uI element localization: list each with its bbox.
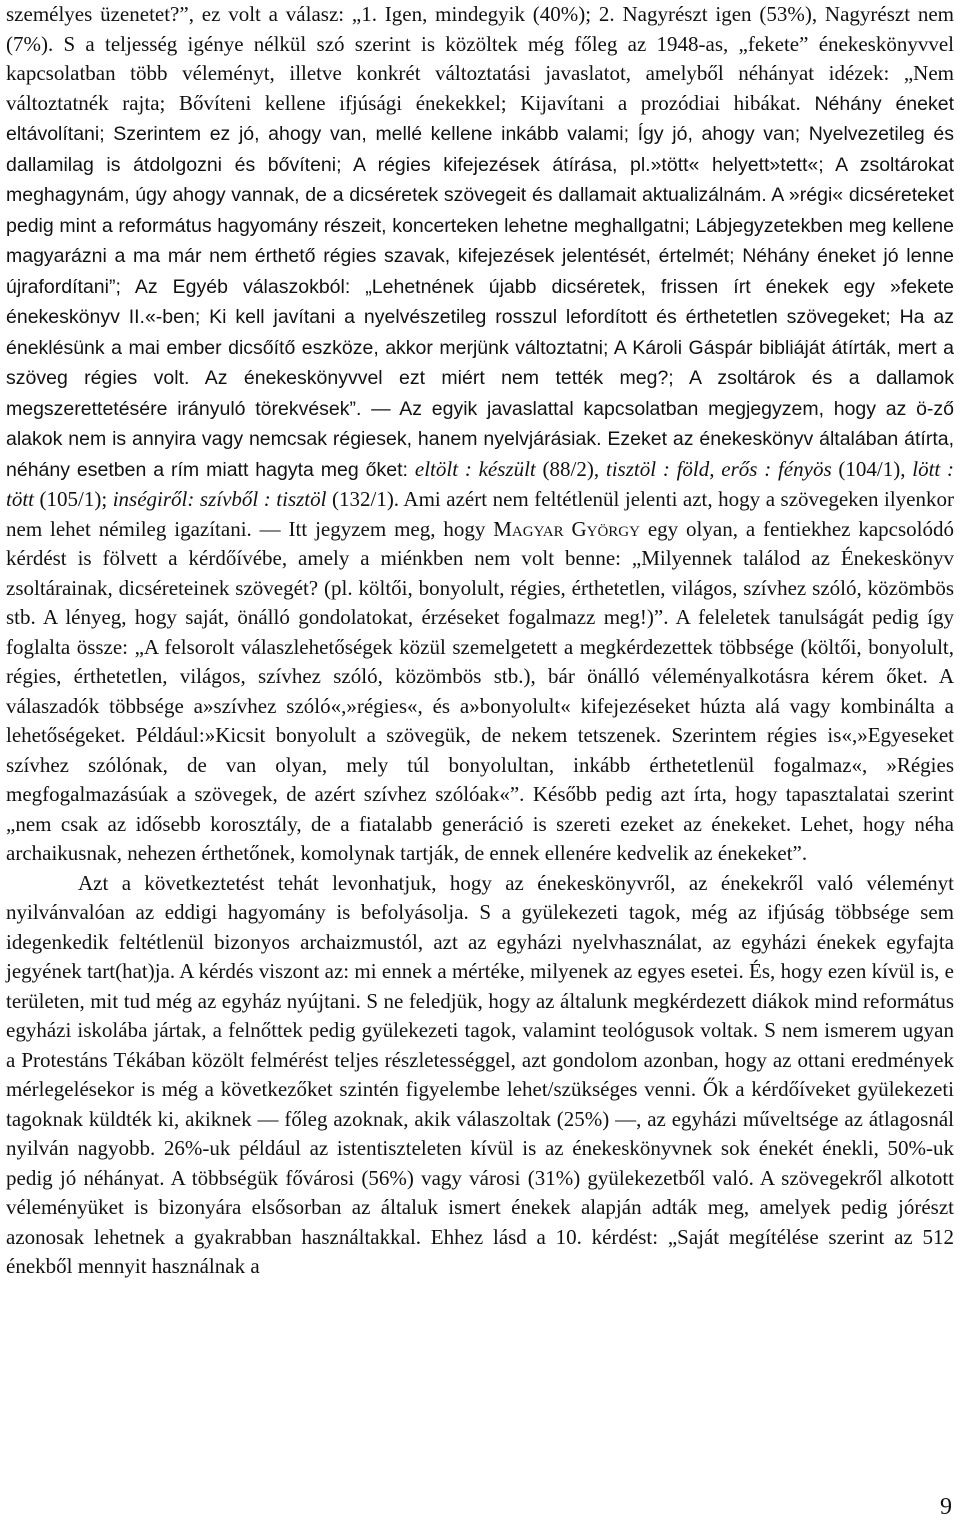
author-name: Magyar György (493, 516, 640, 541)
rhyme-example-1: eltölt : készült (414, 456, 536, 481)
paragraph-1-text-f: (132/1). Ami azért nem feltétlenül jelenti azt, hogy a szövegeken ilyenkor nem lehet némileg igazítani. — Itt jegyzem meg, hogy (6, 487, 954, 541)
page-number: 9 (940, 1494, 952, 1520)
paragraph-1-text-g: egy olyan, a fentiekhez kapcsolódó kérdést is fölvett a kérdőívébe, amely a miénkben nem volt benne: „Milyennek találod az Énekeskönyv zsoltárainak, dicséreteinek szövegét? (pl. költői, bonyolult, régies, érthetetlen, világos, szívhez szóló, közömbös stb. A lényeg, hogy saját, önálló gondolatokat, érzéseket fogalmazz meg!)”. A feleletek tanulságát pedig így foglalta össze: „A felsorolt válaszlehetőségek közül szemelgetett a megkérdezettek többsége (költői, bonyolult, régies, érthetetlen, világos, szívhez szóló, közömbös stb.), bár önálló véleményalkotásra kérem őket. A válaszadók többsége a»szívhez szóló«,»régies«, és a»bonyolult« kifejezéseket húzta alá vagy kombinálta a lehetőségeket. Például:»Kicsit bonyolult a szövegük, de nekem tetszenek. Szerintem régies is«,»Egyeseket szívhez szólónak, de van olyan, mely túl bonyolultan, inkább érthetetlenül fogalmaz«, »Régies megfogalmazásúak a szövegek, de azért szívhez szólóak«”. Később pedig azt írta, hogy tapasztalatai szerint „nem csak az idősebb korosztály, de a fiatalabb generáció is szereti ezeket az énekeket. Lehet, hogy néha archaikusnak, nehezen érthetőnek, komolynak tartják, de ennek ellenére kedvelik az énekeket”. (6, 516, 954, 865)
paragraph-1-text-d: (104/1), (831, 456, 913, 481)
paragraph-1-text-e: (105/1); (34, 487, 113, 511)
paragraph-1-text-c: (88/2), (535, 456, 606, 481)
paragraph-1 (6, 0, 954, 869)
rhyme-example-3: lött : tött (6, 456, 955, 511)
paragraph-2: Azt a következtetést tehát levonhatjuk, hogy az énekeskönyvről, az énekekről való véleményt nyilvánvalóan az eddigi hagyomány is befolyásolja. S a gyülekezeti tagok, még az ifjúság többsége sem idegenkedik feltétlenül bizonyos archaizmustól, azt az egyházi nyelvhasználat, az egyházi énekek egyfajta jegyének tart(hat)ja. A kérdés viszont az: mi ennek a mértéke, milyenek az egyes esetei. És, hogy ezen kívül is, e területen, mit tud még az egyház nyújtani. S ne feledjük, hogy az általunk megkérdezett diákok mind református egyházi iskolába jártak, a felnőttek pedig gyülekezeti tagok, valamint teológusok voltak. S nem ismerem ugyan a Protestáns Tékában közölt felmérést teljes részletességgel, azt gondolom azonban, hogy az ottani eredmények mérlegelésekor is még a következőket szintén figyelembe lehet/szükséges venni. Ők a kérdőíveket gyülekezeti tagoknak küldték ki, akiknek — főleg azoknak, akik válaszoltak (25%) —, az egyházi műveltsége az átlagosnál nyilván nagyobb. 26%-uk például az istentiszteleten kívül is az énekeskönyvnek sok énekét énekli, 50%-uk pedig jó néhányat. A többségük fővárosi (56%) vagy városi (31%) gyülekezetből való. A szövegekről alkotott véleményüket is bizonyára elsősorban az általuk ismert énekek alapján adták meg, amelyek pedig jórészt azonosak lehetnek a gyakrabban használtakkal. Ehhez lásd a 10. kérdést: „Saját megítélése szerint az 512 énekből mennyit használnak a (6, 870, 954, 1278)
document-body (6, 0, 954, 1282)
rhyme-example-2: tisztöl : föld, erős : fényös (605, 456, 832, 481)
paragraph-1-text-a: személyes üzenetet?”, ez volt a válasz: „1. Igen, mindegyik (40%); 2. Nagyrészt igen (53%), Nagyrészt nem (7%). S a teljesség igénye nélkül szó szerint is közöltek még főleg az 1948-as, „fekete” énekeskönyvvel kapcsolatban több véleményt, illetve konkrét változtatási javaslatot, amelyből néhányat idézek: „Nem változtatnék rajta; Bővíteni kellene ifjúsági énekekkel; Kijavítani a prozódiai hibákat. (6, 2, 954, 115)
rhyme-example-4: inségiről: szívből : tisztöl (112, 487, 327, 511)
paragraph-1-text-sans: Néhány éneket eltávolítani; Szerintem ez jó, ahogy van, mellé kellene inkább valami; Így jó, ahogy van; Nyelvezetileg és dallamilag is átdolgozni és bővíteni; A régies kifejezések átírása, pl.»tött« helyett»tett«; A zsoltárokat meghagynám, úgy ahogy vannak, de a dicséretek szövegeit és dallamait aktualizálnám. A »régi« dicséreteket pedig mint a református hagyomány részeit, koncerteken lehetne meghallgatni; Lábjegyzetekben meg kellene magyarázni a ma már nem érthető régies szavak, kifejezések jelentését, értelmét; Néhány éneket jó lenne újrafordítani”; Az Egyéb válaszokból: „Lehetnének újabb dicséretek, frissen írt énekek egy »fekete énekeskönyv II.«-ben; Ki kell javítani a nyelvészetileg rosszul lefordított és érthetetlen szövegeket; Ha az éneklésünk a mai ember dicsőítő eszköze, akkor merjünk változtatni; A Károli Gáspár bibliáját átírták, mert a szöveg régies volt. Az énekeskönyvvel ezt miért nem tették meg?; A zsoltárok és a dallamok megszerettetésére irányuló törekvések”. — Az egyik javaslattal kapcsolatban megjegyzem, hogy az ö-ző alakok nem is annyira vagy nemcsak régiesek, hanem nyelvjárásiak. Ezeket az énekeskönyv általában átírta, néhány esetben a rím miatt hagyta meg őket: (6, 92, 954, 481)
